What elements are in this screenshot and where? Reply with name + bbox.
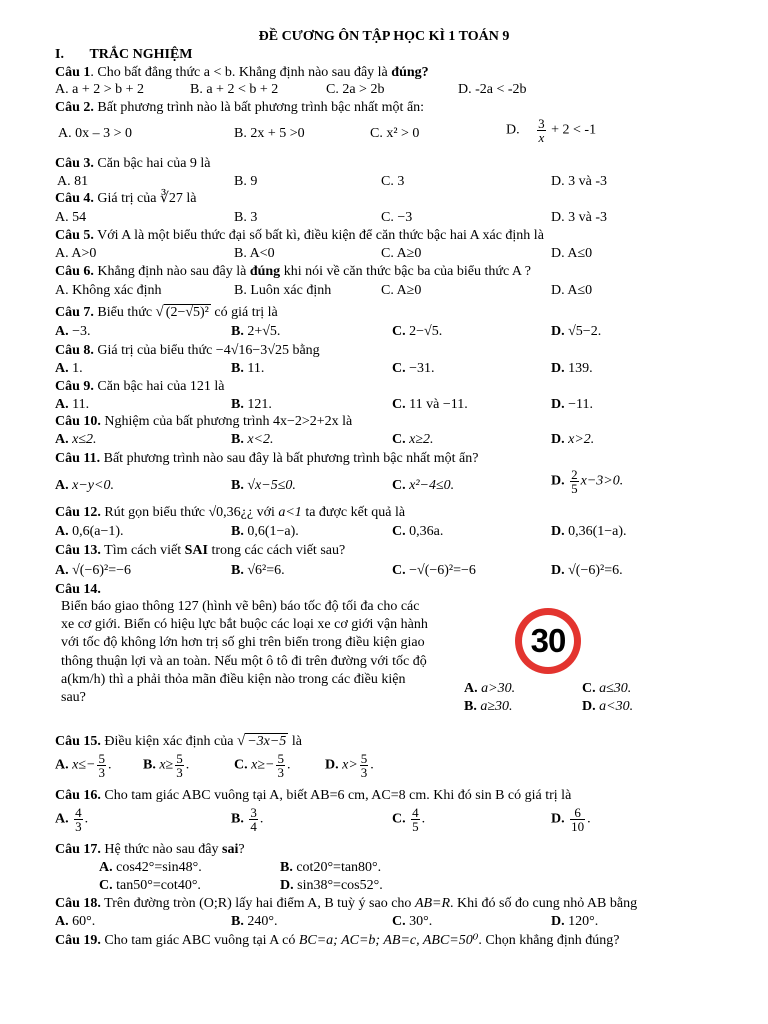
option-text: 0,6(1−a). bbox=[243, 524, 299, 539]
option-text: x≤2. bbox=[68, 432, 97, 447]
question-stem-end: bằng bbox=[288, 343, 320, 358]
q18-option-b bbox=[231, 914, 277, 930]
option-letter: D. bbox=[551, 432, 565, 447]
math-expression: −4√16−3√25 bbox=[215, 343, 289, 358]
question-label: Câu 3. bbox=[55, 156, 94, 171]
option-letter: D. bbox=[551, 473, 565, 489]
q12-option-c bbox=[392, 524, 443, 540]
question-stem: . Cho bất đẳng thức a < b. Khẳng định nào sau đây là bbox=[90, 65, 392, 80]
math-expression: 4x−2>2+2x bbox=[272, 414, 339, 429]
question-11 bbox=[55, 451, 478, 467]
option-letter: C. bbox=[392, 811, 406, 827]
option-letter: C. bbox=[392, 478, 406, 493]
option-text: x−y<0. bbox=[68, 478, 114, 493]
q4-option-a: A. 54 bbox=[55, 210, 87, 225]
question-stem: Cho tam giác ABC vuông tại A có bbox=[100, 933, 299, 948]
question-stem-mid: với bbox=[253, 505, 279, 520]
question-7 bbox=[55, 304, 278, 321]
fraction-denominator: 5 bbox=[412, 819, 419, 834]
question-stem: Biểu thức bbox=[93, 305, 156, 320]
fraction-denominator: 3 bbox=[277, 765, 284, 780]
option-text: a>30. bbox=[477, 681, 516, 696]
fraction-numerator: 3 bbox=[250, 805, 257, 820]
q4-option-b: B. 3 bbox=[234, 210, 258, 225]
option-letter: A. bbox=[99, 860, 113, 875]
q8-option-b bbox=[231, 361, 264, 377]
option-text: 60°. bbox=[68, 914, 96, 929]
option-letter: B. bbox=[231, 432, 244, 447]
option-letter: A. bbox=[55, 478, 69, 493]
fraction-numerator: 2 bbox=[571, 467, 578, 482]
question-18 bbox=[55, 896, 637, 912]
option-text: cot20°=tan80°. bbox=[292, 860, 382, 875]
fraction bbox=[570, 468, 579, 495]
option-letter: A. bbox=[55, 324, 69, 339]
question-stem: Giá trị của biểu thức bbox=[93, 343, 216, 358]
option-letter: D. bbox=[551, 524, 565, 539]
question-label: Câu 5. bbox=[55, 228, 94, 243]
question-emphasis: SAI bbox=[184, 543, 208, 558]
fraction bbox=[537, 117, 546, 144]
option-text: x≥2. bbox=[405, 432, 434, 447]
question-stem: Căn bậc hai của 121 là bbox=[93, 379, 225, 394]
q10-option-c bbox=[392, 432, 434, 448]
option-text: a≥30. bbox=[476, 699, 513, 714]
fraction-denominator: 4 bbox=[250, 819, 257, 834]
radicand: −3x−5 bbox=[247, 734, 287, 749]
option-text: 120°. bbox=[564, 914, 599, 929]
option-letter: A. bbox=[55, 432, 69, 447]
question-stem: Bất phương trình nào sau đây là bất phương trình bậc nhất một ẩn? bbox=[100, 451, 479, 466]
q5-option-c: C. A≥0 bbox=[381, 246, 422, 261]
option-text: √(−6)²=6. bbox=[564, 563, 623, 578]
q6-option-c: C. A≥0 bbox=[381, 283, 422, 298]
q18-option-d bbox=[551, 914, 598, 930]
q3-option-d: D. 3 và -3 bbox=[551, 174, 607, 189]
question-stem-end: là bbox=[338, 414, 353, 429]
q14-option-c bbox=[582, 681, 631, 697]
radicand: (2−√5)² bbox=[165, 305, 209, 320]
q9-option-a bbox=[55, 397, 89, 413]
q9-option-d bbox=[551, 397, 593, 413]
q9-option-b bbox=[231, 397, 272, 413]
question-label: Câu 6. bbox=[55, 264, 94, 279]
question-stem: Cho tam giác ABC vuông tại A, biết AB=6 cm, AC=8 cm. Khi đó sin B có giá trị là bbox=[100, 788, 572, 803]
q16-option-d: D. $\frac{6}{10}$ . bbox=[551, 805, 591, 834]
option-text: tan50°=cot40°. bbox=[112, 878, 201, 893]
option-letter: A. bbox=[55, 811, 69, 827]
fraction bbox=[276, 752, 285, 779]
q13-option-d bbox=[551, 563, 623, 579]
question-label: Câu 10. bbox=[55, 414, 101, 429]
fraction-numerator: 5 bbox=[98, 751, 105, 766]
option-text: x−3>0. bbox=[580, 473, 624, 489]
option-letter: A. bbox=[55, 361, 69, 376]
fraction-numerator: 5 bbox=[277, 751, 284, 766]
q17-option-c bbox=[99, 878, 201, 894]
q8-option-c bbox=[392, 361, 435, 377]
option-letter: C. bbox=[582, 681, 596, 696]
question-15 bbox=[55, 733, 302, 750]
q2-option-c: C. x² > 0 bbox=[370, 126, 420, 141]
question-stem: Hệ thức nào sau đây bbox=[100, 842, 223, 857]
question-stem: Khẳng định nào sau đây là bbox=[93, 264, 250, 279]
q2-option-b: B. 2x + 5 >0 bbox=[234, 126, 305, 141]
option-text: 2−√5. bbox=[405, 324, 443, 339]
question-stem: Tìm cách viết bbox=[100, 543, 185, 558]
question-label: Câu 7. bbox=[55, 305, 94, 320]
question-emphasis: đúng bbox=[249, 264, 281, 279]
option-letter: B. bbox=[231, 563, 244, 578]
q12-option-b bbox=[231, 524, 299, 540]
question-stem-end: là bbox=[182, 191, 197, 206]
option-letter: B. bbox=[231, 914, 244, 929]
q3-option-b: B. 9 bbox=[234, 174, 258, 189]
option-letter: D. bbox=[551, 563, 565, 578]
option-text: −3. bbox=[68, 324, 91, 339]
section-number: I. bbox=[55, 47, 64, 62]
option-letter: D. bbox=[551, 811, 565, 827]
speed-limit-sign bbox=[515, 608, 581, 674]
q7-option-d bbox=[551, 324, 601, 340]
question-stem: Nghiệm của bất phương trình bbox=[100, 414, 273, 429]
q12-option-d bbox=[551, 524, 627, 540]
fraction-numerator: 3 bbox=[538, 116, 545, 131]
option-letter: C. bbox=[392, 432, 406, 447]
question-label: Câu 15. bbox=[55, 734, 101, 749]
option-text: 11 và −11. bbox=[405, 397, 468, 412]
question-stem-end: có giá trị là bbox=[210, 305, 278, 320]
question-14-label: Câu 14. bbox=[55, 582, 101, 597]
q18-option-c bbox=[392, 914, 432, 930]
option-text: 11. bbox=[68, 397, 90, 412]
q10-option-d bbox=[551, 432, 594, 448]
q5-option-a: A. A>0 bbox=[55, 246, 97, 261]
question-3 bbox=[55, 156, 211, 172]
option-text: −11. bbox=[564, 397, 594, 412]
q13-option-b bbox=[231, 563, 285, 579]
option-letter: D. bbox=[551, 324, 565, 339]
q15-option-c: C. x≥− $\frac{5}{3}$ . bbox=[234, 751, 291, 780]
option-text: 30°. bbox=[405, 914, 433, 929]
option-text: x>2. bbox=[564, 432, 595, 447]
fraction-denominator: 3 bbox=[98, 765, 105, 780]
q1-option-a: A. a + 2 > b + 2 bbox=[55, 82, 145, 97]
option-text: √x−5≤0. bbox=[243, 478, 296, 493]
q11-option-a bbox=[55, 478, 114, 494]
option-text: −√(−6)²=−6 bbox=[405, 563, 476, 578]
q17-option-d bbox=[280, 878, 383, 894]
option-text: + 2 < -1 bbox=[547, 122, 597, 138]
q2-option-a: A. 0x – 3 > 0 bbox=[58, 126, 133, 141]
option-letter: D. bbox=[506, 122, 520, 138]
option-letter: B. bbox=[231, 324, 244, 339]
question-12 bbox=[55, 505, 405, 521]
fraction-denominator: 3 bbox=[176, 765, 183, 780]
q11-option-d bbox=[551, 468, 623, 495]
option-letter: A. bbox=[55, 563, 69, 578]
question-stem: Trên đường tròn (O;R) lấy hai điểm A, B tuỳ ý sao cho bbox=[100, 896, 415, 911]
fraction bbox=[360, 752, 369, 779]
q7-option-a bbox=[55, 324, 91, 340]
document-title: ĐỀ CƯƠNG ÔN TẬP HỌC KÌ 1 TOÁN 9 bbox=[258, 29, 510, 44]
option-letter: D. bbox=[280, 878, 294, 893]
q16-option-c: C. $\frac{4}{5}$ . bbox=[392, 805, 426, 834]
option-text: √5−2. bbox=[564, 324, 602, 339]
option-text: x≥− bbox=[247, 757, 275, 773]
q14-option-b bbox=[464, 699, 513, 715]
option-letter: A. bbox=[55, 914, 69, 929]
option-letter: D. bbox=[551, 914, 565, 929]
question-label: Câu 13. bbox=[55, 543, 101, 558]
option-letter: B. bbox=[231, 361, 244, 376]
q1-option-c: C. 2a > 2b bbox=[326, 82, 385, 97]
cube-root-expression: ∛27 bbox=[160, 191, 183, 206]
option-letter: C. bbox=[392, 563, 406, 578]
option-text: 2+√5. bbox=[243, 324, 281, 339]
question-stem: Rút gọn biểu thức bbox=[100, 505, 209, 520]
speed-limit-value: 30 bbox=[522, 615, 574, 667]
q2-option-d bbox=[506, 117, 596, 144]
question-stem-end: . Chọn khẳng định đúng? bbox=[478, 933, 620, 948]
option-letter: B. bbox=[464, 699, 477, 714]
q5-option-d: D. A≤0 bbox=[551, 246, 593, 261]
option-text: x<2. bbox=[243, 432, 274, 447]
question-stem: Bất phương trình nào là bất phương trình bậc nhất một ẩn: bbox=[93, 100, 425, 115]
fraction-numerator: 4 bbox=[412, 805, 419, 820]
option-text: x²−4≤0. bbox=[405, 478, 455, 493]
question-label: Câu 9. bbox=[55, 379, 94, 394]
option-text: √6²=6. bbox=[243, 563, 285, 578]
fraction bbox=[175, 752, 184, 779]
option-text: 0,36a. bbox=[405, 524, 444, 539]
q9-option-c bbox=[392, 397, 468, 413]
q6-option-b: B. Luôn xác định bbox=[234, 283, 332, 298]
fraction-numerator: 5 bbox=[360, 751, 368, 766]
question-9 bbox=[55, 379, 225, 395]
fraction-denominator: 10 bbox=[571, 819, 585, 834]
fraction bbox=[249, 806, 258, 833]
question-6 bbox=[55, 264, 531, 280]
q12-option-a bbox=[55, 524, 124, 540]
question-stem-end: trong các cách viết sau? bbox=[207, 543, 346, 558]
question-stem-end: là bbox=[288, 734, 302, 749]
question-label: Câu 1 bbox=[55, 65, 91, 80]
option-text: cos42°=sin48°. bbox=[112, 860, 202, 875]
q1-option-b: B. a + 2 < b + 2 bbox=[190, 82, 279, 97]
question-stem: Với A là một biểu thức đại số bất kì, điều kiện để căn thức bậc hai A xác định là bbox=[93, 228, 544, 243]
question-1 bbox=[55, 65, 429, 81]
option-letter: D. bbox=[551, 397, 565, 412]
q14-option-a bbox=[464, 681, 515, 697]
section-name: TRẮC NGHIỆM bbox=[89, 47, 193, 62]
question-10 bbox=[55, 414, 352, 430]
q6-option-d: D. A≤0 bbox=[551, 283, 593, 298]
option-letter: A. bbox=[55, 757, 69, 773]
question-8 bbox=[55, 343, 320, 359]
option-letter: B. bbox=[280, 860, 293, 875]
q10-option-a bbox=[55, 432, 97, 448]
q10-option-b bbox=[231, 432, 274, 448]
question-5 bbox=[55, 228, 544, 244]
option-text: 0,6(a−1). bbox=[68, 524, 124, 539]
option-letter: C. bbox=[99, 878, 113, 893]
math-expression: BC=a; AC=b; AB=c, ABC=50⁰ bbox=[298, 933, 479, 948]
option-text: 0,36(1−a). bbox=[564, 524, 627, 539]
q15-option-a: A. x≤− $\frac{5}{3}$ . bbox=[55, 751, 112, 780]
question-label: Câu 12. bbox=[55, 505, 101, 520]
option-letter: A. bbox=[55, 397, 69, 412]
option-text: −31. bbox=[405, 361, 435, 376]
q5-option-b: B. A<0 bbox=[234, 246, 275, 261]
q17-option-a bbox=[99, 860, 202, 876]
option-letter: C. bbox=[392, 361, 406, 376]
q1-option-d: D. -2a < -2b bbox=[458, 82, 527, 97]
question-2 bbox=[55, 100, 424, 116]
option-letter: C. bbox=[392, 324, 406, 339]
question-stem-end: khi nói về căn thức bậc ba của biểu thức A ? bbox=[280, 264, 531, 279]
radical-sign: √ bbox=[236, 733, 246, 749]
fraction bbox=[570, 806, 585, 833]
q4-option-c: C. −3 bbox=[381, 210, 413, 225]
option-text: a≤30. bbox=[595, 681, 632, 696]
q16-option-b: B. $\frac{3}{4}$ . bbox=[231, 805, 264, 834]
fraction-denominator: 3 bbox=[360, 765, 368, 780]
fraction-denominator: 3 bbox=[75, 819, 82, 834]
q3-option-c: C. 3 bbox=[381, 174, 405, 189]
option-text: √(−6)²=−6 bbox=[68, 563, 132, 578]
fraction bbox=[411, 806, 420, 833]
question-label: Câu 4. bbox=[55, 191, 94, 206]
fraction-denominator: x bbox=[538, 130, 545, 145]
option-text: 240°. bbox=[243, 914, 278, 929]
option-text: 1. bbox=[68, 361, 83, 376]
option-text: sin38°=cos52°. bbox=[293, 878, 383, 893]
q7-option-c bbox=[392, 324, 442, 340]
option-letter: B. bbox=[231, 524, 244, 539]
q15-option-b: B. x≥ $\frac{5}{3}$ . bbox=[143, 751, 190, 780]
option-letter: C. bbox=[392, 914, 406, 929]
q8-option-a bbox=[55, 361, 83, 377]
question-emphasis: sai bbox=[222, 842, 239, 857]
question-label: Câu 11. bbox=[55, 451, 101, 466]
question-label: Câu 2. bbox=[55, 100, 94, 115]
q16-option-a: A. $\frac{4}{3}$ . bbox=[55, 805, 89, 834]
option-letter: C. bbox=[234, 757, 248, 773]
fraction-numerator: 5 bbox=[176, 751, 183, 766]
question-14-body: Biển báo giao thông 127 (hình vẽ bên) báo tốc độ tối đa cho các xe cơ giới. Biển có hiệu lực bắt buộc các loại xe cơ giới vận hành với tốc độ không lớn hơn trị số ghi trên biển trong điều kiện giao thông thuận lợi và an toàn. Nếu một ô tô đi trên đường với tốc độ a(km/h) thì a phải thỏa mãn điều kiện nào trong các điều kiện sau? bbox=[61, 599, 428, 706]
option-letter: C. bbox=[392, 524, 406, 539]
q6-option-a: A. Không xác định bbox=[55, 283, 162, 298]
option-letter: D. bbox=[551, 361, 565, 376]
math-expression: AB=R bbox=[414, 896, 451, 911]
q15-option-d: D. x> $\frac{5}{3}$ . bbox=[325, 751, 374, 780]
option-text: x> bbox=[338, 757, 358, 773]
q18-option-a bbox=[55, 914, 95, 930]
question-emphasis: đúng? bbox=[391, 65, 429, 80]
q4-option-d: D. 3 và -3 bbox=[551, 210, 607, 225]
option-letter: B. bbox=[143, 757, 156, 773]
condition-expression: a<1 bbox=[278, 505, 302, 520]
question-stem-end: ? bbox=[238, 842, 245, 857]
q17-option-b bbox=[280, 860, 381, 876]
question-19 bbox=[55, 933, 620, 949]
option-letter: D. bbox=[325, 757, 339, 773]
question-stem: Giá trị của bbox=[93, 191, 160, 206]
q11-option-b bbox=[231, 478, 296, 494]
question-13 bbox=[55, 543, 345, 559]
section-heading bbox=[55, 47, 193, 63]
question-stem-end: ta được kết quả là bbox=[301, 505, 406, 520]
fraction-numerator: 6 bbox=[570, 806, 585, 820]
question-4 bbox=[55, 191, 197, 207]
question-label: Câu 18. bbox=[55, 896, 101, 911]
q11-option-c bbox=[392, 478, 454, 494]
radical-sign: √ bbox=[155, 304, 164, 320]
q13-option-c bbox=[392, 563, 476, 579]
question-stem: Căn bậc hai của 9 là bbox=[93, 156, 211, 171]
fraction-denominator: 5 bbox=[571, 481, 578, 496]
option-letter: C. bbox=[392, 397, 406, 412]
question-stem-end: . Khi đó số đo cung nhỏ AB bằng bbox=[450, 896, 638, 911]
option-letter: A. bbox=[464, 681, 478, 696]
option-text: x≤− bbox=[68, 757, 96, 773]
option-letter: A. bbox=[55, 524, 69, 539]
q3-option-a: A. 81 bbox=[57, 174, 89, 189]
fraction bbox=[74, 806, 83, 833]
option-letter: B. bbox=[231, 478, 244, 493]
option-text: 121. bbox=[243, 397, 272, 412]
q7-option-b bbox=[231, 324, 280, 340]
q13-option-a bbox=[55, 563, 131, 579]
fraction-numerator: 4 bbox=[75, 805, 82, 820]
question-label: Câu 17. bbox=[55, 842, 101, 857]
question-16 bbox=[55, 788, 571, 804]
fraction bbox=[97, 752, 106, 779]
question-label: Câu 19. bbox=[55, 933, 101, 948]
question-stem: Điều kiện xác định của bbox=[100, 734, 237, 749]
option-text: 11. bbox=[243, 361, 265, 376]
question-17 bbox=[55, 842, 245, 858]
question-label: Câu 16. bbox=[55, 788, 101, 803]
option-text: x≥ bbox=[155, 757, 174, 773]
option-text: 139. bbox=[564, 361, 593, 376]
option-text: a<30. bbox=[595, 699, 634, 714]
math-expression: √0,36¿¿ bbox=[208, 505, 254, 520]
option-letter: D. bbox=[582, 699, 596, 714]
option-letter: B. bbox=[231, 397, 244, 412]
question-label: Câu 8. bbox=[55, 343, 94, 358]
q8-option-d bbox=[551, 361, 593, 377]
q14-option-d bbox=[582, 699, 633, 715]
option-letter: B. bbox=[231, 811, 244, 827]
